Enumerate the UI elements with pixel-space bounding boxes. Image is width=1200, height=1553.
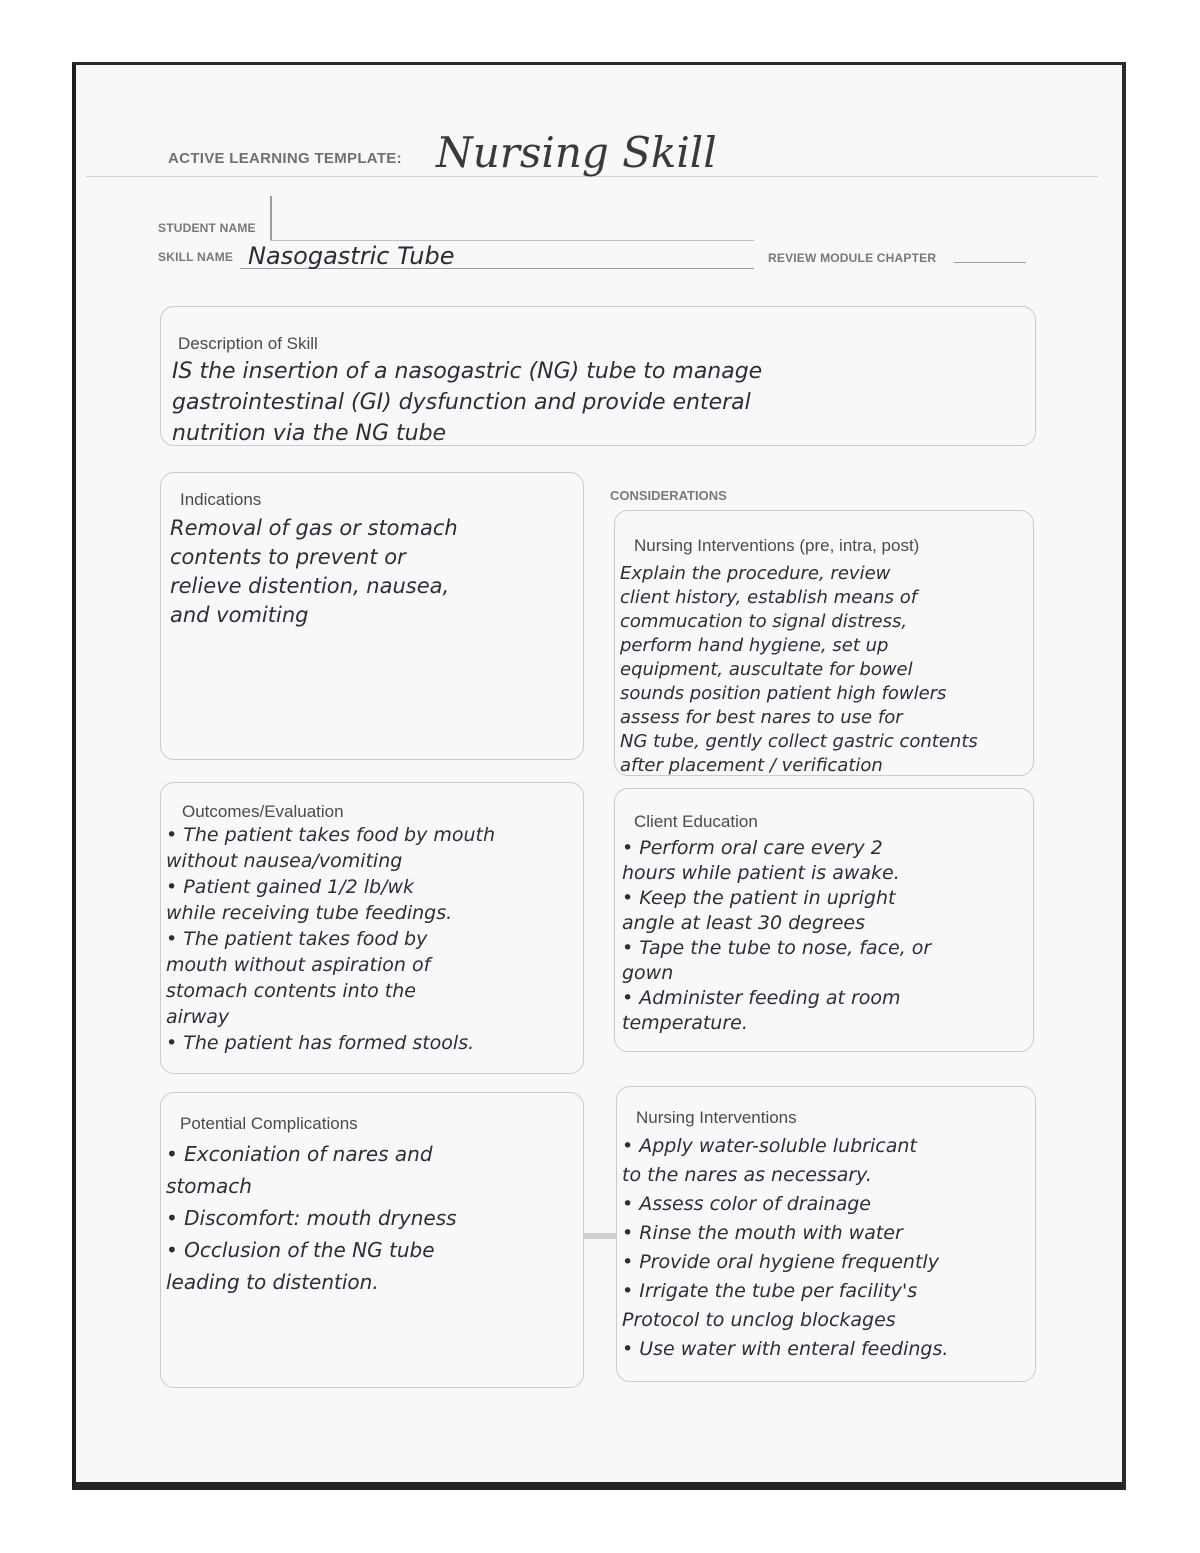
complications-line: • Occlusion of the NG tube (166, 1238, 435, 1262)
skill-name-value[interactable]: Nasogastric Tube (248, 242, 455, 270)
client-education-text (622, 836, 1058, 1036)
outcomes-line: • The patient takes food by mouth (166, 824, 496, 846)
nursing-interventions-line: • Provide oral hygiene frequently (622, 1251, 939, 1273)
description-title: Description of Skill (178, 334, 318, 353)
nursing-interventions-pre-line: client history, establish means of (620, 587, 918, 608)
nursing-interventions-pre-line: Explain the procedure, review (620, 563, 891, 584)
complications-line: leading to distention. (166, 1270, 379, 1294)
nursing-interventions-pre-line: equipment, auscultate for bowel (620, 659, 913, 680)
outcomes-line: airway (166, 1006, 230, 1028)
outcomes-line: stomach contents into the (166, 980, 416, 1002)
student-name-line[interactable] (270, 240, 754, 241)
client-education-line: • Perform oral care every 2 (622, 837, 883, 859)
template-label: ACTIVE LEARNING TEMPLATE: (168, 150, 402, 167)
outcomes-line: • The patient has formed stools. (166, 1032, 475, 1054)
nursing-interventions-pre-line: perform hand hygiene, set up (620, 635, 889, 656)
description-text (172, 356, 1022, 449)
nursing-interventions-pre-text (620, 562, 1100, 778)
nursing-interventions-line: to the nares as necessary. (622, 1164, 872, 1186)
nursing-interventions-pre-title: Nursing Interventions (pre, intra, post) (634, 536, 920, 555)
client-education-line: • Administer feeding at room (622, 987, 901, 1009)
nursing-interventions-pre-line: sounds position patient high fowlers (620, 683, 947, 704)
client-education-line: • Keep the patient in upright (622, 887, 896, 909)
complications-line: stomach (166, 1174, 252, 1198)
outcomes-line: without nausea/vomiting (166, 850, 403, 872)
indications-line: contents to prevent or (170, 545, 406, 569)
description-line: nutrition via the NG tube (172, 421, 447, 446)
nursing-interventions-line: • Irrigate the tube per facility's (622, 1280, 918, 1302)
complications-title: Potential Complications (180, 1114, 358, 1133)
review-module-label: REVIEW MODULE CHAPTER (768, 251, 937, 265)
text-cursor (270, 196, 272, 240)
complications-line: • Exconiation of nares and (166, 1142, 433, 1166)
description-line: gastrointestinal (GI) dysfunction and provide enteral (172, 390, 751, 415)
nursing-interventions-title: Nursing Interventions (636, 1108, 797, 1127)
student-name-label: STUDENT NAME (158, 221, 256, 235)
nursing-interventions-line: • Use water with enteral feedings. (622, 1338, 949, 1360)
template-title: Nursing Skill (436, 128, 717, 177)
nursing-interventions-text (622, 1132, 1066, 1364)
indications-line: relieve distention, nausea, (170, 574, 450, 598)
nursing-interventions-pre-line: assess for best nares to use for (620, 707, 903, 728)
considerations-label: CONSIDERATIONS (610, 488, 727, 503)
review-module-line[interactable] (954, 262, 1026, 263)
client-education-line: hours while patient is awake. (622, 862, 900, 884)
outcomes-title: Outcomes/Evaluation (182, 802, 344, 821)
outcomes-line: while receiving tube feedings. (166, 902, 453, 924)
indications-line: Removal of gas or stomach (170, 516, 458, 540)
connector-bar (583, 1233, 617, 1239)
nursing-interventions-pre-line: commucation to signal distress, (620, 611, 908, 632)
nursing-interventions-line: • Assess color of drainage (622, 1193, 871, 1215)
client-education-line: temperature. (622, 1012, 748, 1034)
client-education-line: gown (622, 962, 674, 984)
indications-line: and vomiting (170, 603, 309, 627)
nursing-interventions-line: Protocol to unclog blockages (622, 1309, 896, 1331)
nursing-interventions-line: • Rinse the mouth with water (622, 1222, 903, 1244)
outcomes-line: • The patient takes food by (166, 928, 428, 950)
nursing-interventions-pre-line: after placement / verification (620, 755, 883, 776)
complications-text (166, 1138, 586, 1298)
nursing-interventions-pre-line: NG tube, gently collect gastric contents (620, 731, 978, 752)
client-education-line: angle at least 30 degrees (622, 912, 866, 934)
outcomes-text (166, 822, 596, 1056)
client-education-title: Client Education (634, 812, 758, 831)
outcomes-line: • Patient gained 1/2 lb/wk (166, 876, 415, 898)
indications-text (170, 514, 580, 630)
client-education-line: • Tape the tube to nose, face, or (622, 937, 932, 959)
indications-title: Indications (180, 490, 262, 509)
description-line: IS the insertion of a nasogastric (NG) tube to manage (172, 359, 763, 384)
outcomes-line: mouth without aspiration of (166, 954, 431, 976)
nursing-interventions-line: • Apply water-soluble lubricant (622, 1135, 917, 1157)
skill-name-label: SKILL NAME (158, 250, 234, 264)
complications-line: • Discomfort: mouth dryness (166, 1206, 457, 1230)
